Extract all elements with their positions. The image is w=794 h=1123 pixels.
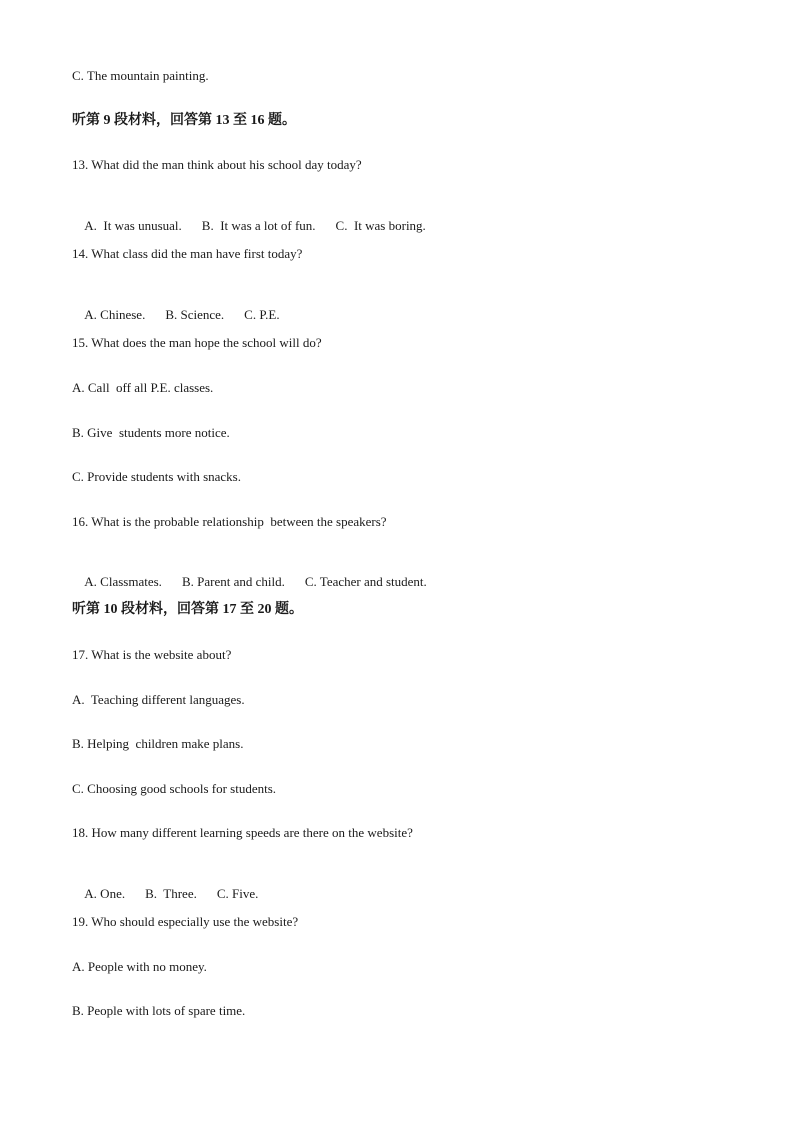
- q15-option-b: B. Give students more notice.: [72, 425, 230, 440]
- question-17: 17. What is the website about?: [72, 647, 232, 662]
- q13-option-c: C. It was boring.: [335, 218, 426, 233]
- q16-option-b: B. Parent and child.: [181, 574, 285, 589]
- q17-option-c: C. Choosing good schools for students.: [72, 781, 277, 796]
- q17-option-b: B. Helping children make plans.: [72, 736, 244, 751]
- q16-option-a: A. Classmates.: [84, 574, 162, 589]
- q19-option-a: A. People with no money.: [72, 959, 207, 974]
- q17-option-a: A. Teaching different languages.: [72, 692, 245, 707]
- section-heading-10: 听第 10 段材料，回答第 17 至 20 题。: [72, 602, 303, 617]
- q14-option-b: B. Science.: [165, 307, 225, 322]
- q13-option-b: B. It was a lot of fun.: [201, 218, 316, 233]
- section-heading-9: 听第 9 段材料，回答第 13 至 16 题。: [72, 113, 296, 128]
- q13-option-a: A. It was unusual.: [84, 218, 182, 233]
- q14-option-a: A. Chinese.: [84, 307, 146, 322]
- q16-option-c: C. Teacher and student.: [304, 574, 427, 589]
- q15-option-a: A. Call off all P.E. classes.: [72, 380, 214, 395]
- q18-option-a: A. One.: [84, 886, 126, 901]
- q14-option-c: C. P.E.: [244, 307, 280, 322]
- q19-option-b: B. People with lots of spare time.: [72, 1003, 246, 1018]
- question-16-options: [72, 558, 427, 606]
- question-15: 15. What does the man hope the school will do?: [72, 335, 322, 350]
- question-13-options: [72, 202, 426, 250]
- question-18: 18. How many different learning speeds are there on the website?: [72, 825, 413, 840]
- option-c-previous: C. The mountain painting.: [72, 68, 209, 83]
- q18-option-c: C. Five.: [216, 886, 259, 901]
- q15-option-c: C. Provide students with snacks.: [72, 469, 241, 484]
- question-18-options: [72, 870, 258, 918]
- question-14-options: [72, 291, 280, 339]
- q18-option-b: B. Three.: [145, 886, 197, 901]
- question-13: 13. What did the man think about his school day today?: [72, 157, 362, 172]
- question-19: 19. Who should especially use the website?: [72, 914, 299, 929]
- question-14: 14. What class did the man have first today?: [72, 246, 303, 261]
- question-16: 16. What is the probable relationship between the speakers?: [72, 514, 387, 529]
